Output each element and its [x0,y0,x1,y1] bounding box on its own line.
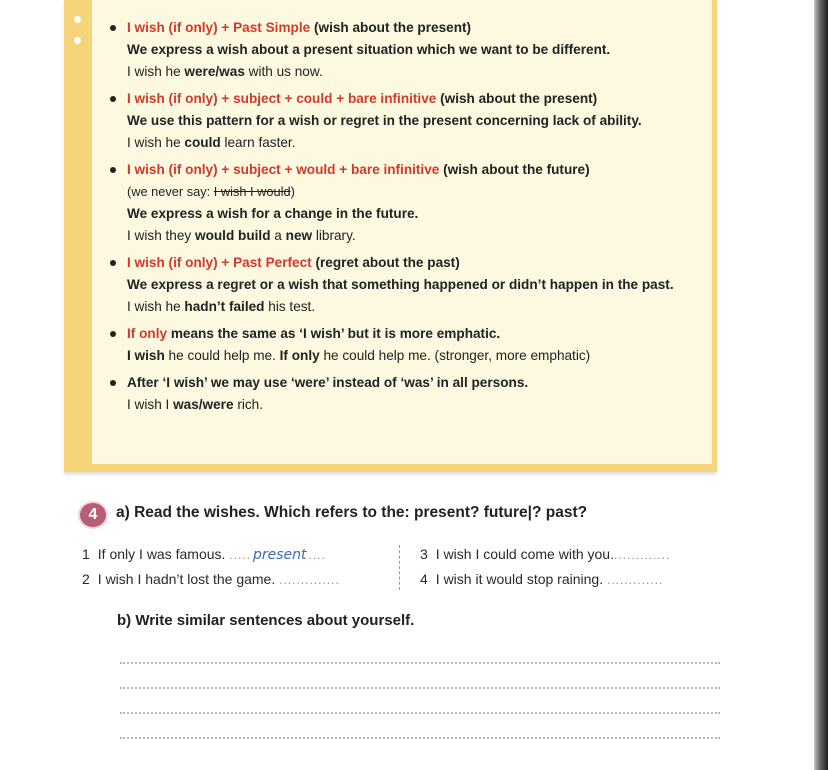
rule-example: I wish he could help me. If only he could help me. (stronger, more emphatic) [127,348,591,363]
writing-line[interactable] [120,687,720,689]
rule-note: (we never say: I wish I would) [127,184,295,199]
rule-item [109,372,709,416]
rule-heading-note: (wish about the present) [440,91,598,106]
answer-field[interactable]: .............. [279,573,340,587]
decor-dot [74,16,81,23]
answer-field[interactable]: ............. [607,573,664,587]
writing-line[interactable] [120,712,720,714]
rule-heading-note: (wish about the present) [313,20,472,35]
answer-field[interactable]: present [252,547,307,563]
column-divider [399,545,400,590]
rule-example: I wish he were/was with us now. [127,64,323,79]
rule-explanation: We express a wish for a change in the future. [127,206,419,221]
rule-heading: If only [127,326,168,341]
rule-item [109,252,709,318]
rule-example: I wish I was/were rich. [127,397,264,412]
rule-heading: I wish (if only) + subject + could + bare infinitive [127,91,437,106]
rule-explanation: We express a wish about a present situation which we want to be different. [127,42,611,57]
rule-heading: I wish (if only) + subject + would + bare infinitive [127,162,440,177]
writing-line[interactable] [120,737,720,739]
rule-example: I wish he hadn’t failed his test. [127,299,316,314]
rule-heading: I wish (if only) + Past Simple [127,20,311,35]
wish-item: 1 If only I was famous. ..... present .... [82,546,326,563]
decor-dot [74,37,81,44]
rule-explanation: We express a regret or a wish that something happened or didn’t happen in the past. [127,277,674,292]
answer-field[interactable]: ............. [613,548,671,562]
rule-explanation: We use this pattern for a wish or regret in the present concerning lack of ability. [127,113,642,128]
grammar-rules [109,17,709,421]
rule-heading-note: means the same as ‘I wish’ but it is more emphatic. [170,326,501,341]
wish-item: 2 I wish I hadn’t lost the game. .............. [82,571,340,587]
rule-item [109,159,709,247]
rule-item [109,88,709,154]
rule-item [109,17,709,83]
wish-item: 4 I wish it would stop raining. ............. [420,571,664,587]
rule-item [109,323,709,367]
exercise-part-a-instruction: a) Read the wishes. Which refers to the: present? future|? past? [116,504,588,521]
exercise-part-b-instruction: b) Write similar sentences about yourself. [117,612,415,629]
rule-heading: After ‘I wish’ we may use ‘were’ instead of ‘was’ in all persons. [127,375,529,390]
rule-example: I wish they would build a new library. [127,228,356,243]
rule-heading: I wish (if only) + Past Perfect [127,255,312,270]
wish-item: 3 I wish I could come with you.............. [420,546,671,562]
rule-heading-note: (wish about the future) [443,162,590,177]
rule-heading-note: (regret about the past) [315,255,460,270]
rule-example: I wish he could learn faster. [127,135,296,150]
page-edge-shadow [814,0,828,770]
writing-line[interactable] [120,662,720,664]
exercise-number-badge: 4 [78,501,108,529]
